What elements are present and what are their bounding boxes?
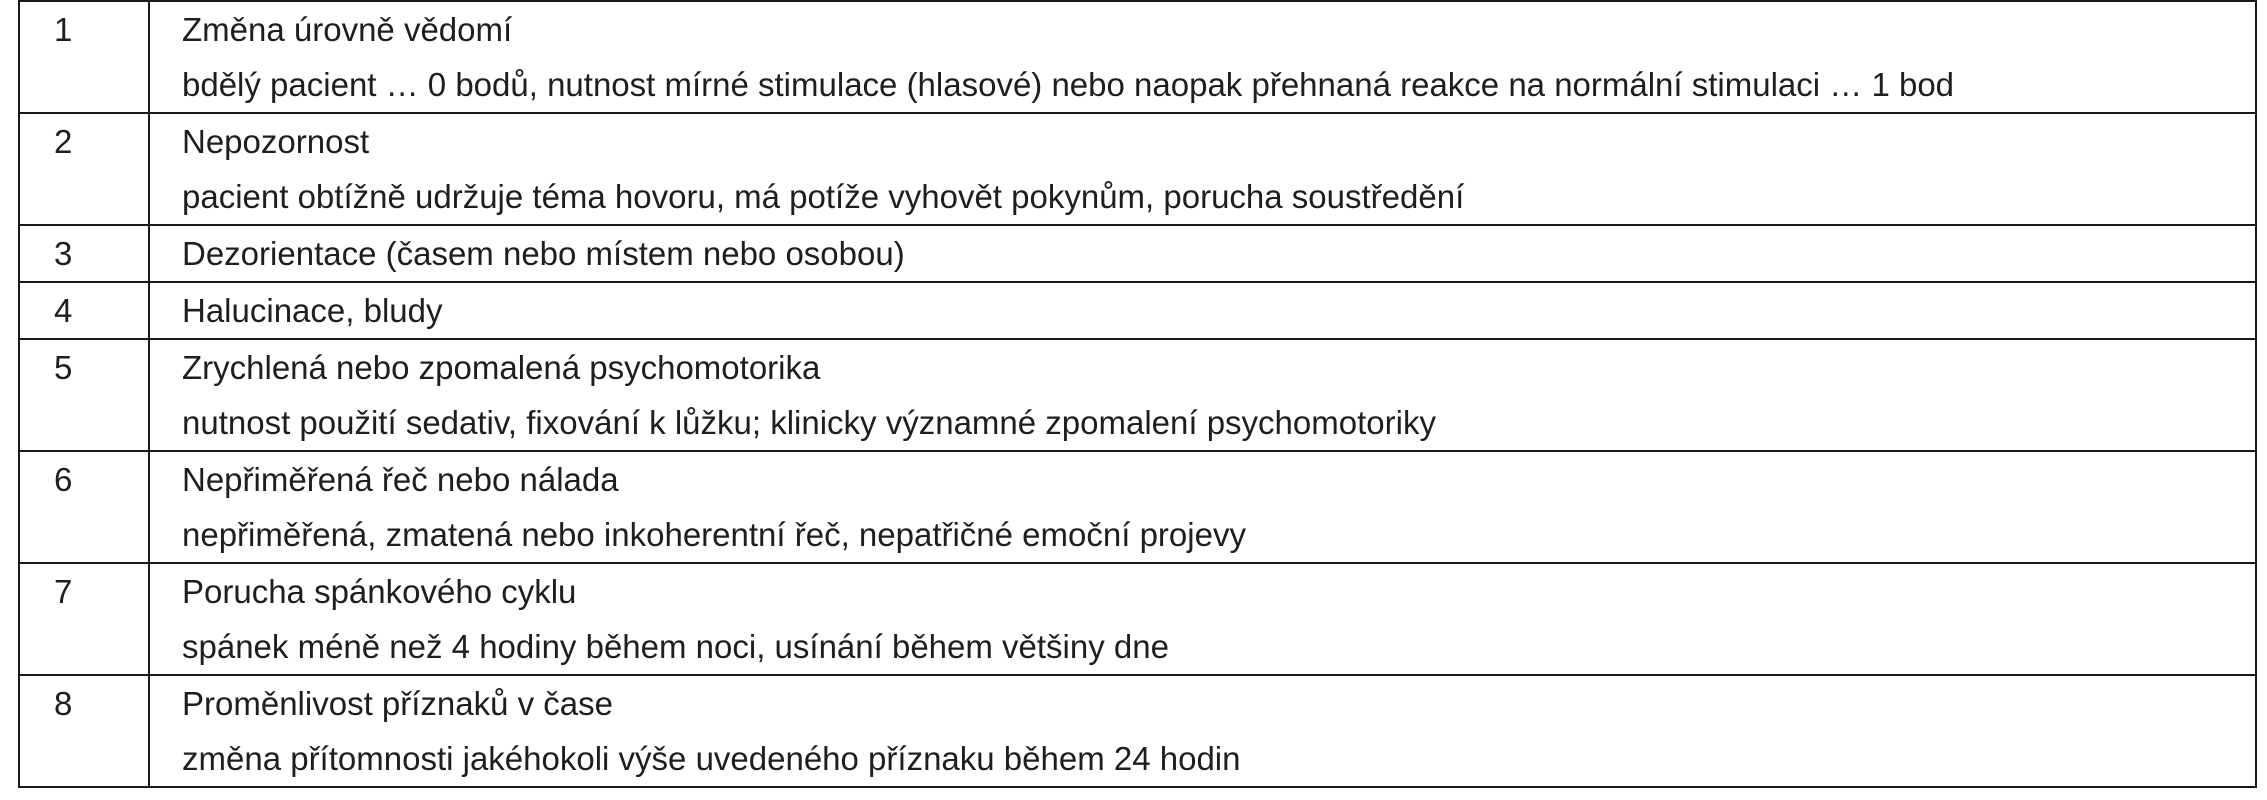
- row-text-cell: [149, 451, 2256, 563]
- row-text-cell: [149, 563, 2256, 675]
- row-number-cell: [19, 563, 149, 675]
- row-title: Změna úrovně vědomí: [182, 11, 513, 48]
- row-title: Nepřiměřená řeč nebo nálada: [182, 461, 619, 498]
- table-row: [19, 451, 2256, 563]
- row-number-cell: [19, 451, 149, 563]
- table-row: [19, 339, 2256, 451]
- table-row: [19, 1, 2256, 113]
- row-title: Proměnlivost příznaků v čase: [182, 685, 614, 722]
- row-number: 1: [54, 11, 73, 48]
- row-text-cell: [149, 1, 2256, 113]
- row-number: 4: [54, 292, 73, 329]
- row-number: 3: [54, 235, 73, 272]
- row-detail: změna přítomnosti jakéhokoli výše uvedeného příznaku během 24 hodin: [182, 740, 1241, 777]
- table-row: [19, 563, 2256, 675]
- row-text-cell: [149, 282, 2256, 339]
- row-title: Nepozornost: [182, 123, 370, 160]
- criteria-table-container: [18, 0, 2257, 788]
- row-text-cell: [149, 225, 2256, 282]
- row-number: 6: [54, 461, 73, 498]
- row-number: 7: [54, 573, 73, 610]
- row-number-cell: [19, 225, 149, 282]
- row-title: Dezorientace (časem nebo místem nebo osobou): [182, 235, 905, 272]
- row-text-cell: [149, 339, 2256, 451]
- table-row: [19, 113, 2256, 225]
- table-row: [19, 675, 2256, 787]
- criteria-table: [18, 0, 2257, 788]
- row-title: Zrychlená nebo zpomalená psychomotorika: [182, 349, 821, 386]
- row-number-cell: [19, 1, 149, 113]
- row-text-cell: [149, 675, 2256, 787]
- row-number-cell: [19, 113, 149, 225]
- row-number: 2: [54, 123, 73, 160]
- row-number-cell: [19, 339, 149, 451]
- row-number: 8: [54, 685, 73, 722]
- table-row: [19, 225, 2256, 282]
- row-title: Halucinace, bludy: [182, 292, 443, 329]
- row-number: 5: [54, 349, 73, 386]
- row-title: Porucha spánkového cyklu: [182, 573, 577, 610]
- row-number-cell: [19, 675, 149, 787]
- row-detail: nepřiměřená, zmatená nebo inkoherentní řeč, nepatřičné emoční projevy: [182, 516, 1246, 553]
- row-number-cell: [19, 282, 149, 339]
- row-detail: nutnost použití sedativ, fixování k lůžku; klinicky významné zpomalení psychomotoriky: [182, 404, 1436, 441]
- table-row: [19, 282, 2256, 339]
- row-detail: spánek méně než 4 hodiny během noci, usínání během většiny dne: [182, 628, 1169, 665]
- row-detail: pacient obtížně udržuje téma hovoru, má potíže vyhovět pokynům, porucha soustředění: [182, 178, 1465, 215]
- row-text-cell: [149, 113, 2256, 225]
- row-detail: bdělý pacient … 0 bodů, nutnost mírné stimulace (hlasové) nebo naopak přehnaná reakce na normální stimulaci … 1 bod: [182, 66, 1955, 103]
